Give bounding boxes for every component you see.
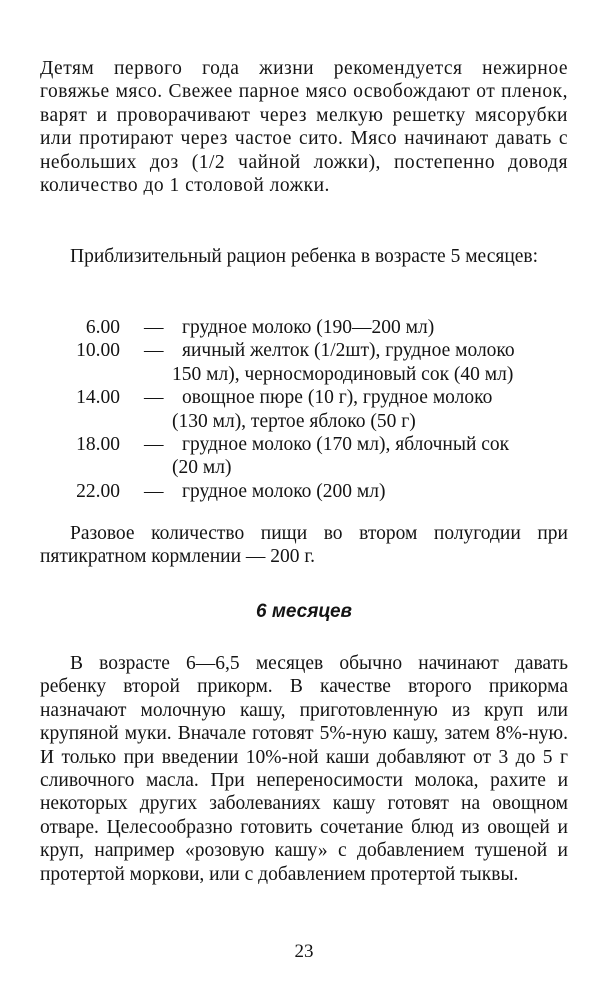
paragraph-portion: Разовое количество пищи во втором полугодии при пятикратном кормлении — 200 г. (40, 523, 568, 568)
schedule-time: 18.00 (76, 433, 120, 455)
schedule-row (0, 386, 608, 433)
schedule-dash: — (144, 433, 164, 455)
schedule-time: 10.00 (76, 340, 120, 362)
schedule-desc-line: (130 мл), тертое яблоко (50 г) (172, 410, 416, 432)
schedule-desc-line: яичный желток (1/2шт), грудное молоко (182, 340, 515, 362)
schedule-dash: — (144, 387, 164, 409)
feeding-schedule (0, 316, 608, 503)
schedule-description (172, 433, 570, 480)
schedule-row (0, 433, 608, 480)
schedule-row (0, 480, 608, 503)
schedule-time: 6.00 (85, 317, 120, 338)
schedule-description (172, 316, 570, 339)
schedule-desc-line: грудное молоко (170 мл), яблочный сок (182, 433, 510, 455)
paragraph-six-months: В возрасте 6—6,5 месяцев обычно начинают давать ребенку второй прикорм. В качестве второго прикорма назначают молочную кашу, приготовленную из круп или крупяной муки. Вначале готовят 5%-ную кашу, затем 8%-ную. И только при введении 10%-ной каши добавляют от 3 до 5 г сливочного масла. При непереносимости молока, рахите и некоторых других заболеваниях кашу готовят на овощном отваре. Целесообразно готовить сочетание блюд из овощей и круп, например «розовую кашу» с добавлением тушеной и протертой моркови, или с добавлением протертой тыквы. (40, 653, 568, 885)
schedule-row (0, 339, 608, 386)
schedule-desc-line: овощное пюре (10 г), грудное молоко (182, 387, 493, 409)
schedule-dash: — (144, 340, 164, 362)
schedule-desc-line: грудное молоко (190—200 мл) (182, 317, 435, 338)
section-heading: 6 месяцев (255, 601, 353, 622)
schedule-dash: — (144, 480, 164, 502)
schedule-time: 22.00 (76, 480, 120, 502)
paragraph-ration-intro: Приблизительный рацион ребенка в возрасте 5 месяцев: (70, 246, 539, 267)
schedule-desc-line: грудное молоко (200 мл) (182, 480, 386, 502)
paragraph-meat: Детям первого года жизни рекомендуется нежирное говяжье мясо. Свежее парное мясо освобождают от пленок, варят и проворачивают через мелкую решетку мясорубки или протирают через частое сито. Мясо начинают давать с небольших доз (1/2 чайной ложки), постепенно доводя количество до 1 столовой ложки. (40, 58, 568, 197)
schedule-description (172, 339, 570, 386)
schedule-desc-line: (20 мл) (172, 457, 232, 479)
schedule-description (172, 480, 570, 503)
schedule-time: 14.00 (76, 387, 120, 409)
schedule-row (0, 316, 608, 339)
page-number: 23 (294, 941, 314, 962)
schedule-desc-line: 150 мл), черносмородиновый сок (40 мл) (172, 363, 514, 385)
schedule-dash: — (144, 317, 164, 338)
schedule-description (172, 386, 570, 433)
